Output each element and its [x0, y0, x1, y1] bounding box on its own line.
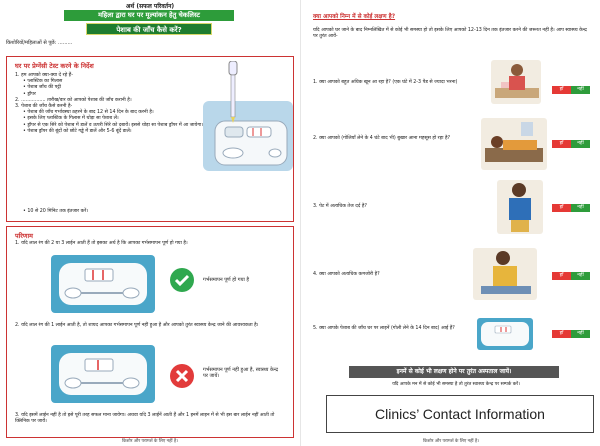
urgent-banner: इनमें से कोई भी लक्षण होने पर तुरंत अस्पताल जायें।: [349, 366, 559, 378]
instruction-item: • पेशाब की जाँच गर्भावस्था ठहरने के बाद 12 से 14 दिन के बाद करनी है।: [23, 110, 154, 116]
sub-banner: पेशाब की जाँच कैसे करें?: [86, 23, 212, 35]
main-banner: महिला द्वारा घर पर मूल्यांकन हेतु चेकलिस्ट: [64, 10, 234, 21]
q1-no-option[interactable]: नहीं: [571, 86, 590, 94]
top-note: अर्थ (सफल परिवर्तन): [125, 3, 175, 10]
instruction-item: • इसके लिए प्लास्टिक के गिलास में थोड़ा सा पेशाब लें।: [23, 116, 119, 122]
q2-yes-option[interactable]: हाँ: [552, 140, 571, 148]
symptoms-heading: क्या आपको निम्न में से कोई लक्षण है?: [313, 14, 396, 20]
q2-yes-no: [552, 140, 590, 148]
question-2: 2. क्या आपको (गोलियाँ लेने के 4 घंटे बाद भी) बुखार आना महसूस हो रहा है?: [313, 136, 451, 141]
question-4: 4. क्या आपको अत्यधिक कमजोरी है?: [313, 272, 380, 277]
test-strip-small-illustration: [477, 318, 533, 350]
result-1-caption: गर्भसमापन पूर्ण हो गया है: [203, 277, 250, 283]
instruction-item: • ड्रॉपर: [23, 91, 36, 97]
instructions-box: [6, 56, 294, 222]
right-page: [300, 0, 600, 446]
question-1: 1. क्या आपको बहुत अधिक खून आ रहा है? (एक घंटे में 2-3 पैड से ज्यादा भरना): [313, 80, 458, 85]
instruction-item: 2. ................ तारीख/वार को आपको पेशाब की जाँच करानी है।: [15, 97, 132, 103]
symptoms-intro: यदि आपको घर जाने के बाद निम्नलिखित में से कोई भी समस्या हो तो इसके लिए आपको 12-13 दिन तक इंतजार करने की जरूरत नहीं है। आप स्वास्थ्य केन्द्र पर तुरंत आयें-: [313, 28, 587, 40]
test-strip-two-lines: [51, 255, 155, 313]
test-strip-one-line: [51, 345, 155, 403]
instruction-item: 1. हम आपको क्या-क्या दे रहे हैं-: [15, 73, 73, 78]
results-box: [6, 226, 294, 438]
q3-no-option[interactable]: नहीं: [571, 204, 590, 212]
stomach-pain-illustration: [497, 180, 543, 234]
check-icon: [169, 267, 195, 293]
result-1-text: 1. यदि लाल रंग की 2 या 3 लाईन आती हैं तो इसका अर्थ है कि आपका गर्भसमापन पूर्ण हो गया है।: [15, 241, 188, 246]
instruction-item: • प्लास्टिक का गिलास: [23, 79, 63, 85]
right-footer: किशोर और परामर्श के लिए नहीं है।: [423, 439, 479, 444]
clinic-contact-box: Clinics’ Contact Information: [326, 395, 594, 433]
bleeding-woman-illustration: [491, 60, 541, 104]
test-kit-dropper-illustration: [203, 61, 293, 176]
instruction-item: • 10 से 20 मिनिट तक इंतजार करें।: [23, 209, 89, 214]
cross-icon: [169, 363, 195, 389]
q3-yes-option[interactable]: हाँ: [552, 204, 571, 212]
weakness-illustration: [473, 248, 537, 300]
result-3-text: 3. यदि इसमें लाईन नहीं है तो इसे पूरी तरह सफल माना जायेगा। अथवा यदि 3 लाईनें आती हैं और 1 इनमें लाइन में से भी इस बार लाईन नहीं आती तो क्लिनिक पर जायें।: [15, 413, 275, 425]
urgent-subtext: यदि आपके मन में से कोई भी समस्या है तो तुरंत स्वास्थ्य केन्द्र पर सम्पर्क करें।: [392, 382, 520, 387]
q4-yes-no: [552, 272, 590, 280]
q5-yes-no: [552, 330, 590, 338]
q4-yes-option[interactable]: हाँ: [552, 272, 571, 280]
result-2-caption: गर्भसमापन पूर्ण नहीं हुआ है, स्वास्थ्य केन्द्र पर जायें।: [203, 367, 279, 380]
date-line: किशोरियों/महिलाओं से पूछें: .........: [6, 40, 73, 46]
q4-no-option[interactable]: नहीं: [571, 272, 590, 280]
instruction-item: • पेशाब जाँच की पट्टी: [23, 85, 61, 91]
left-footer: किशोर और परामर्श के लिए नहीं है।: [122, 439, 178, 444]
instructions-list: [15, 73, 205, 135]
fever-woman-illustration: [481, 118, 547, 170]
instruction-item: • ड्रॉपर से एक सिरे को पेशाब में डालें व ऊपरी सिरे को दबायें। इससे थोड़ा सा पेशाब ड्रॉपर में आ जायेगा।: [23, 122, 204, 128]
q5-yes-option[interactable]: हाँ: [552, 330, 571, 338]
instruction-item: • पेशाब ड्रॉपर की बूंदों को छोटे गड्ढे में डालें और 5-6 बूंदें डालें।: [23, 128, 132, 134]
question-5: 5. क्या आपके पेशाब की जाँच घर पर लाइनें (गोली लेने के 14 दिन बाद) आई हैं?: [313, 326, 455, 331]
q3-yes-no: [552, 204, 590, 212]
results-title: परिणाम: [15, 232, 33, 240]
instruction-item: 3. पेशाब की जाँच कैसे करनी है-: [15, 104, 73, 110]
result-2-text: 2. यदि लाल रंग की 1 लाईन आती है, तो शायद आपका गर्भसमापन पूर्ण नहीं हुआ है और आपको तुरंत स्वास्थ्य केन्द्र जाने की आवश्यकता है।: [15, 323, 259, 328]
question-3: 3. पेट में अत्यधिक तेज दर्द है?: [313, 204, 367, 209]
q2-no-option[interactable]: नहीं: [571, 140, 590, 148]
q1-yes-option[interactable]: हाँ: [552, 86, 571, 94]
instructions-title: घर पर प्रेग्नेंसी टेस्ट करने के निर्देश: [15, 62, 94, 70]
q5-no-option[interactable]: नहीं: [571, 330, 590, 338]
q1-yes-no: [552, 86, 590, 94]
